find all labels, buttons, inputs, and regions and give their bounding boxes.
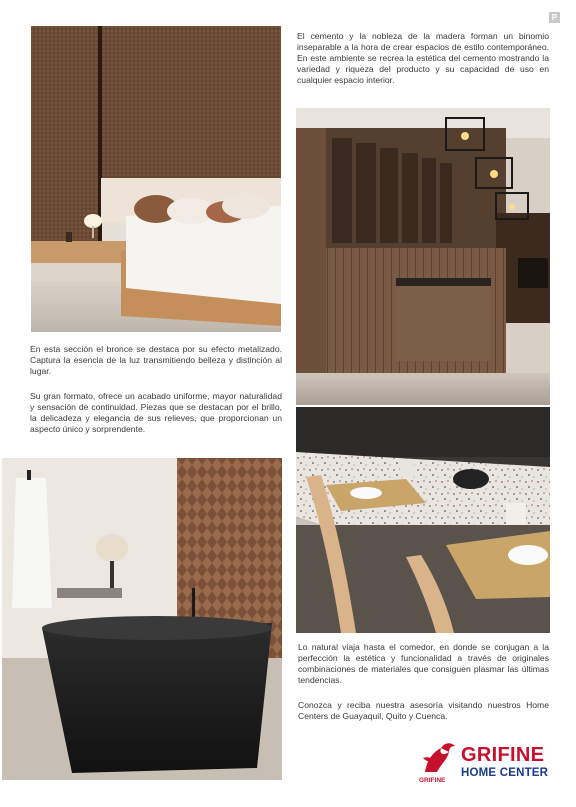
dining-photo — [296, 407, 550, 633]
logo-brand-text: GRIFINE — [461, 744, 545, 766]
logo-subtitle-text: HOME CENTER — [461, 767, 549, 779]
logo-small-text: GRIFINE — [419, 777, 446, 784]
page-badge: P — [549, 12, 560, 23]
griffin-emblem-icon — [419, 738, 459, 778]
kitchen-photo — [296, 108, 550, 405]
contact-paragraph: Conozca y reciba nuestra asesoría visitando nuestros Home Centers de Guayaquil, Quito y Cuenca. — [298, 700, 549, 721]
bathroom-photo — [2, 458, 282, 780]
intro-paragraph: El cemento y la nobleza de la madera forman un binomio inseparable a la hora de crear espacios de estilo contemporáneo. En este ambiente se recrea la estética del cemento mostrando la variedad y riqueza del producto y su capacidad de uso en cualquier espacio interior. — [297, 31, 549, 85]
bronze-paragraph: En esta sección el bronce se destaca por su efecto metalizado. Captura la esencia de la luz transmitiendo belleza y distinción al lugar. — [30, 344, 282, 376]
grifine-logo[interactable] — [419, 738, 559, 790]
format-paragraph: Su gran formato, ofrece un acabado uniforme, mayor naturalidad y sensación de continuidad. Piezas que se destacan por el brillo, la delicadeza y elegancia de sus relieves, que proporcionan un aspecto único y sorprendente. — [30, 391, 282, 434]
dining-paragraph: Lo natural viaja hasta el comedor, en donde se conjugan a la perfección la estética y funcionalidad a través de originales combinaciones de materiales que consiguen plasmar las últimas tendencias. — [298, 642, 549, 685]
bedroom-photo — [31, 26, 281, 332]
